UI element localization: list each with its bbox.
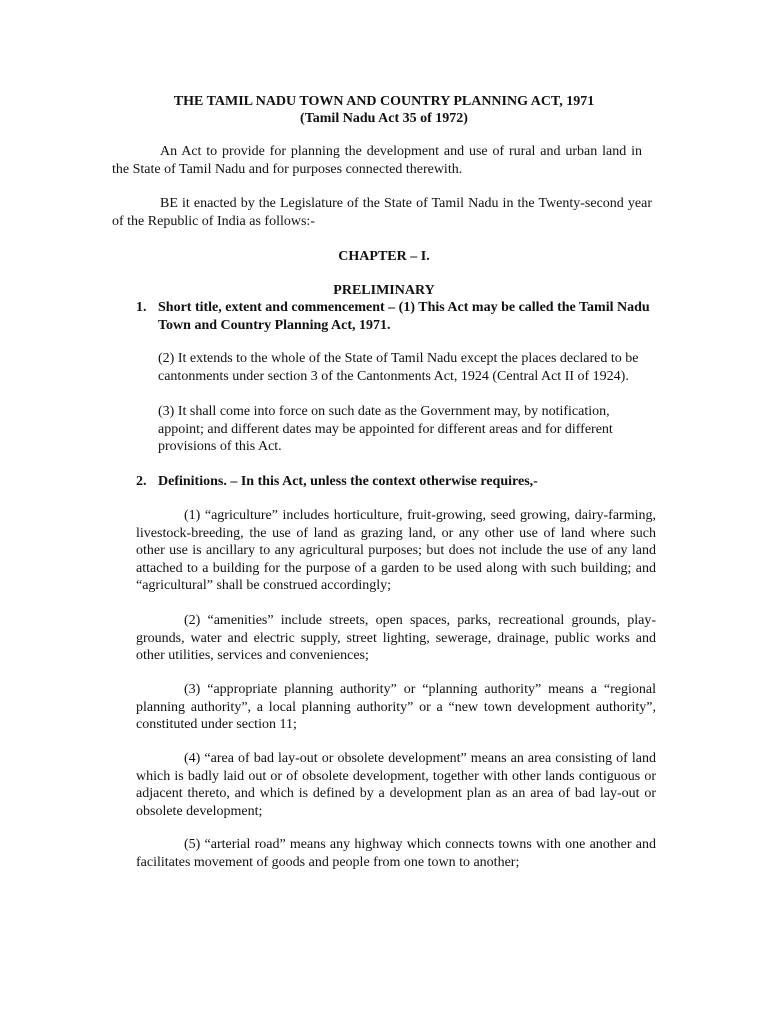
section-1-heading: Short title, extent and commencement – (1) This Act may be called the Tamil Nadu Town and Country Planning Act, 1971. [158, 300, 650, 333]
section-1-number: 1. [136, 300, 147, 315]
chapter-title: PRELIMINARY [333, 283, 435, 298]
chapter-heading: CHAPTER – I. [338, 249, 430, 264]
definition-arterial-road: (5) “arterial road” means any highway which connects towns with one another and facilitates movement of goods and people from one town to another; [136, 837, 656, 870]
definition-agriculture: (1) “agriculture” includes horticulture, fruit-growing, seed growing, dairy-farming, livestock-breeding, the use of land as grazing land, or any other use of land where such other use is ancillary to any agricultural purposes; but does not include the use of any land attached to a building for the purpose of a garden to be used along with such building; and “agricultural” shall be construed accordingly; [136, 508, 656, 593]
act-title: THE TAMIL NADU TOWN AND COUNTRY PLANNING ACT, 1971 [173, 94, 595, 109]
definition-planning-authority: (3) “appropriate planning authority” or “planning authority” means a “regional planning authority”, a local planning authority” or a “new town development authority”, constituted under section 11; [136, 682, 656, 732]
definition-bad-layout-area: (4) “area of bad lay-out or obsolete development” means an area consisting of land which is badly laid out or of obsolete development, together with other lands contiguous or adjacent thereto, and which is defined by a development plan as an area of bad lay-out or obsolete development; [136, 751, 656, 819]
enactment-clause: BE it enacted by the Legislature of the State of Tamil Nadu in the Twenty-second year of the Republic of India as follows:- [112, 196, 652, 229]
section-1-subsection-3: (3) It shall come into force on such date as the Government may, by notification, appoint; and different dates may be appointed for different areas and for different provisions of this Act. [158, 404, 613, 454]
act-subtitle: (Tamil Nadu Act 35 of 1972) [300, 111, 468, 126]
preamble: An Act to provide for planning the development and use of rural and urban land in the State of Tamil Nadu and for purposes connected therewith. [112, 144, 642, 177]
definition-amenities: (2) “amenities” include streets, open spaces, parks, recreational grounds, play-grounds, water and electric supply, street lighting, sewerage, drainage, public works and other utilities, services and conveniences; [136, 613, 656, 663]
section-2-heading: Definitions. – In this Act, unless the context otherwise requires,- [158, 474, 538, 489]
section-2-number: 2. [136, 474, 147, 489]
section-1-subsection-2: (2) It extends to the whole of the State of Tamil Nadu except the places declared to be cantonments under section 3 of the Cantonments Act, 1924 (Central Act II of 1924). [158, 351, 639, 384]
